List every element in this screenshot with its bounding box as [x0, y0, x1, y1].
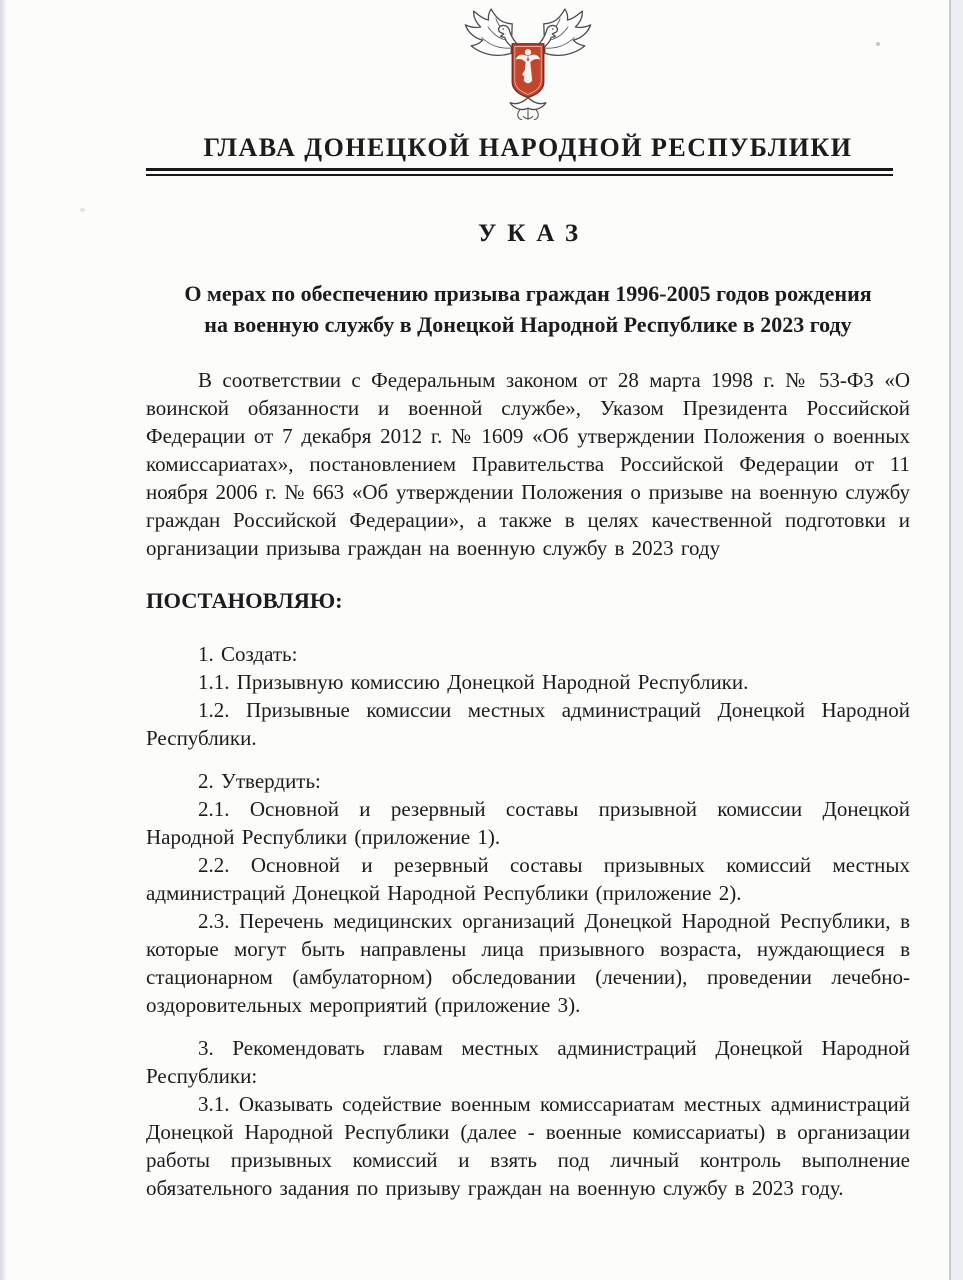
document-type: УКАЗ — [477, 220, 590, 248]
decree-items — [146, 640, 910, 1202]
resolution-heading: ПОСТАНОВЛЯЮ: — [146, 588, 343, 614]
photo-left-edge — [0, 0, 7, 1280]
document-title — [146, 278, 910, 340]
decree-item: 2.2. Основной и резервный составы призывных комиссий местных администраций Донецкой Народной Республики (приложение 2). — [146, 853, 910, 906]
decree-item: 1.2. Призывные комиссии местных администраций Донецкой Народной Республики. — [146, 698, 910, 751]
decree-item: 3.1. Оказывать содействие военным комиссариатам местных администраций Донецкой Народной Республики (далее - военные комиссариаты) в организации работы призывных комиссий и взять под личный контроль выполнение обязательного задания по призыву граждан на военную службу в 2023 году. — [146, 1092, 910, 1201]
document-title-line1: О мерах по обеспечению призыва граждан 1996-2005 годов рождения — [184, 281, 872, 307]
header-rule — [146, 168, 893, 176]
decree-item: 2.1. Основной и резервный составы призывной комиссии Донецкой Народной Республики (приложение 1). — [146, 797, 910, 850]
photo-right-edge — [949, 0, 963, 1280]
decree-item: 1.1. Призывную комиссию Донецкой Народной Республики. — [198, 670, 749, 695]
decree-page — [146, 0, 910, 1202]
decree-item: 1. Создать: — [198, 642, 298, 667]
decree-item: 2.3. Перечень медицинских организаций Донецкой Народной Республики, в которые могут быть направлены лица призывного возраста, нуждающиеся в стационарном (амбулаторном) обследовании (лечении), проведении лечебно-оздоровительных мероприятий (приложение 3). — [146, 909, 910, 1018]
decree-item: 2. Утвердить: — [198, 769, 321, 794]
dnr-coat-of-arms-icon — [449, 8, 607, 129]
decree-item: 3. Рекомендовать главам местных администраций Донецкой Народной Республики: — [146, 1036, 910, 1089]
issuing-authority: ГЛАВА ДОНЕЦКОЙ НАРОДНОЙ РЕСПУБЛИКИ — [203, 133, 853, 163]
preamble: В соответствии с Федеральным законом от 28 марта 1998 г. № 53-ФЗ «О воинской обязанности и военной службе», Указом Президента Российской Федерации от 7 декабря 2012 г. № 1609 «Об утверждении Положения о военных комиссариатах», постановлением Правительства Российской Федерации от 11 ноября 2006 г. № 663 «Об утверждении Положения о призыве на военную службу граждан Российской Федерации», а также в целях качественной подготовки и организации призыва граждан на военную службу в 2023 году — [146, 368, 910, 561]
document-title-line2: на военную службу в Донецкой Народной Республике в 2023 году — [204, 312, 852, 338]
photo-speck — [80, 208, 85, 212]
